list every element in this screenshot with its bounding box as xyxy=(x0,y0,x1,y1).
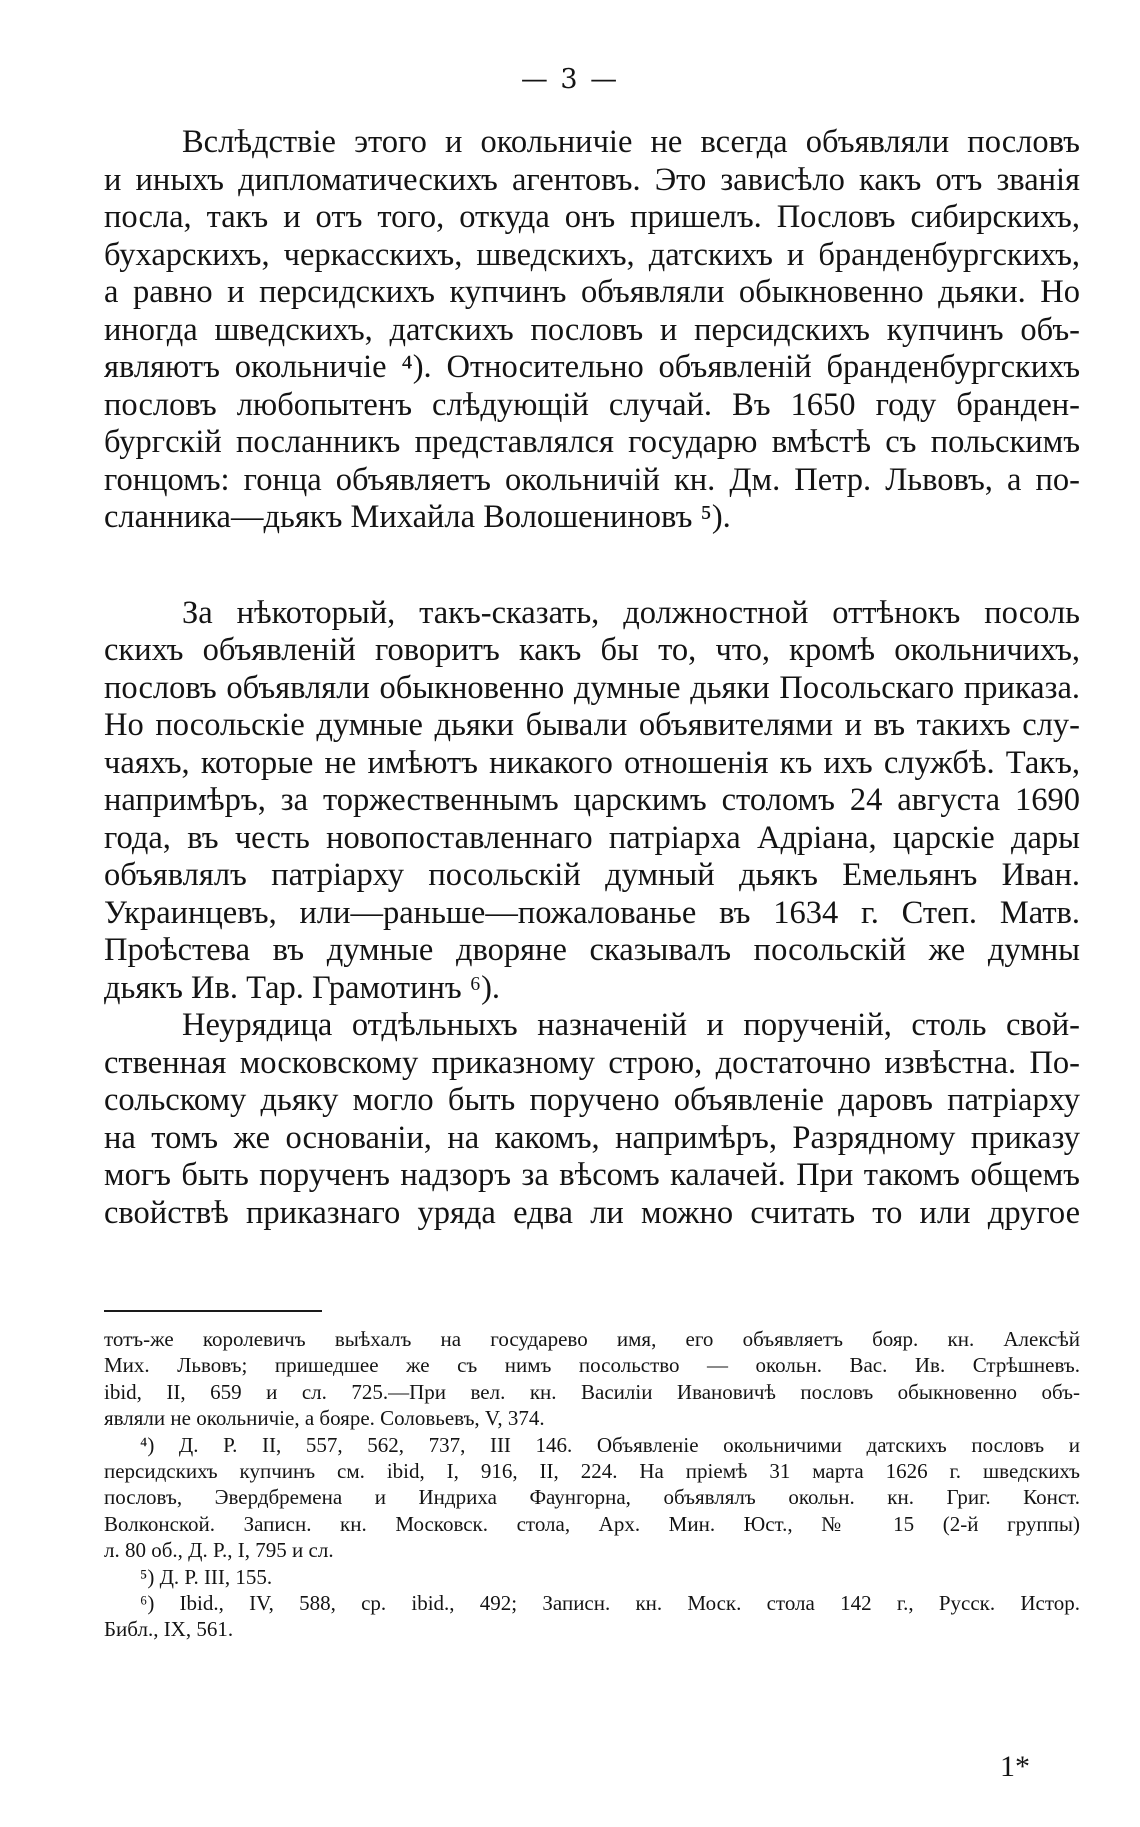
text-line: гонцомъ: гонца объявляетъ окольничій кн. Дм. Петр. Львовъ, а по- xyxy=(104,461,1080,498)
paragraph xyxy=(104,1007,1080,1232)
footnote-line: ⁵) Д. Р. III, 155. xyxy=(140,1564,273,1589)
footnote-divider xyxy=(104,1310,322,1312)
text-line: на томъ же основаніи, на какомъ, напримѣръ, Разрядному приказу xyxy=(104,1119,1080,1156)
text-line: Но посольскіе думные дьяки бывали объявителями и въ такихъ слу- xyxy=(104,707,1080,743)
main-text xyxy=(104,124,1080,1232)
text-line: сольскому дьяку могло быть поручено объявленіе даровъ патріарху xyxy=(104,1082,1080,1118)
text-line: объявлялъ патріарху посольскій думный дьякъ Емельянъ Иван. xyxy=(104,857,1080,893)
footnote-line: Мих. Львовъ; пришедшее же съ нимъ посольство — окольн. Вас. Ив. Стрѣшневъ. xyxy=(104,1353,1080,1378)
text-line: посла, такъ и отъ того, откуда онъ пришелъ. Пословъ сибирскихъ, xyxy=(104,199,1080,235)
text-line: Проѣстева въ думные дворяне сказывалъ посольскій же думны xyxy=(104,932,1080,968)
text-line: Неурядица отдѣльныхъ назначеній и порученій, столь свой- xyxy=(182,1007,1080,1043)
footnote-line: тотъ-же королевичъ выѣхалъ на государево имя, его объявляетъ бояр. кн. Алексѣй xyxy=(104,1327,1080,1351)
text-line: бургскій посланникъ представлялся государю вмѣстѣ съ польскимъ xyxy=(104,424,1080,460)
footnote-line: ⁴) Д. Р. II, 557, 562, 737, III 146. Объявленіе окольничими датскихъ пословъ и xyxy=(140,1432,1080,1457)
text-line: пословъ объявляли обыкновенно думные дьяки Посольскаго приказа. xyxy=(104,669,1080,706)
text-line: Украинцевъ, или—раньше—пожалованье въ 1634 г. Степ. Матв. xyxy=(104,894,1080,931)
text-line: сланника—дьякъ Михайла Волошениновъ ⁵). xyxy=(104,499,731,535)
text-line: могъ быть порученъ надзоръ за вѣсомъ калачей. При такомъ общемъ xyxy=(104,1157,1080,1193)
footnote-line: Волконской. Записн. кн. Московск. стола, Арх. Мин. Юст., № 15 (2-й группы) xyxy=(104,1511,1080,1536)
text-line: напримѣръ, за торжественнымъ царскимъ столомъ 24 августа 1690 xyxy=(104,782,1080,818)
text-line: и иныхъ дипломатическихъ агентовъ. Это зависѣло какъ отъ званія xyxy=(104,161,1080,198)
text-line: чаяхъ, которые не имѣютъ никакого отношенія къ ихъ службѣ. Такъ, xyxy=(104,744,1080,781)
footnote-line: ⁶) Ibid., IV, 588, ср. ibid., 492; Записн. кн. Моск. стола 142 г., Русск. Истор. xyxy=(140,1590,1080,1615)
text-line: свойствѣ приказнаго уряда едва ли можно считать то или другое xyxy=(104,1194,1080,1231)
footnote-line: л. 80 об., Д. Р., I, 795 и сл. xyxy=(104,1538,334,1563)
text-line: иногда шведскихъ, датскихъ пословъ и персидскихъ купчинъ объ- xyxy=(104,311,1080,348)
footnotes xyxy=(104,1326,1080,1643)
page-number: — 3 — xyxy=(520,64,620,95)
text-line: пословъ любопытенъ слѣдующій случай. Въ 1650 году бранден- xyxy=(104,386,1080,423)
text-line: дьякъ Ив. Тар. Грамотинъ ⁶). xyxy=(104,969,501,1006)
footnote-line: Библ., IX, 561. xyxy=(104,1617,234,1642)
paragraph-gap xyxy=(104,537,1080,595)
text-line: ственная московскому приказному строю, достаточно извѣстна. По- xyxy=(104,1044,1080,1081)
paragraph xyxy=(104,124,1080,537)
text-line: года, въ честь новопоставленнаго патріарха Адріана, царскіе дары xyxy=(104,819,1080,856)
text-line: бухарскихъ, черкасскихъ, шведскихъ, датскихъ и бранденбургскихъ, xyxy=(104,236,1080,273)
footnote-line: персидскихъ купчинъ см. ibid, I, 916, II, 224. На пріемѣ 31 марта 1626 г. шведскихъ xyxy=(104,1458,1080,1483)
footnote-line: пословъ, Эвердбремена и Индриха Фаунгорна, объявлялъ окольн. кн. Григ. Конст. xyxy=(104,1485,1080,1510)
text-line: Вслѣдствіе этого и окольничіе не всегда объявляли пословъ xyxy=(182,124,1080,160)
text-line: скихъ объявленій говоритъ какъ бы то, что, кромѣ окольничихъ, xyxy=(104,632,1080,668)
text-line: За нѣкоторый, такъ-сказать, должностной оттѣнокъ посоль xyxy=(182,594,1080,631)
footnote-line: являли не окольничіе, а бояре. Соловьевъ, V, 374. xyxy=(104,1406,545,1431)
text-line: являютъ окольничіе ⁴). Относительно объявленій бранденбургскихъ xyxy=(104,349,1080,385)
paragraph xyxy=(104,595,1080,1008)
text-line: а равно и персидскихъ купчинъ объявляли обыкновенно дьяки. Но xyxy=(104,274,1080,310)
printer-signature-mark: 1* xyxy=(1000,1750,1030,1783)
footnote-line: ibid, II, 659 и сл. 725.—При вел. кн. Василіи Ивановичѣ пословъ обыкновенно объ- xyxy=(104,1379,1080,1404)
